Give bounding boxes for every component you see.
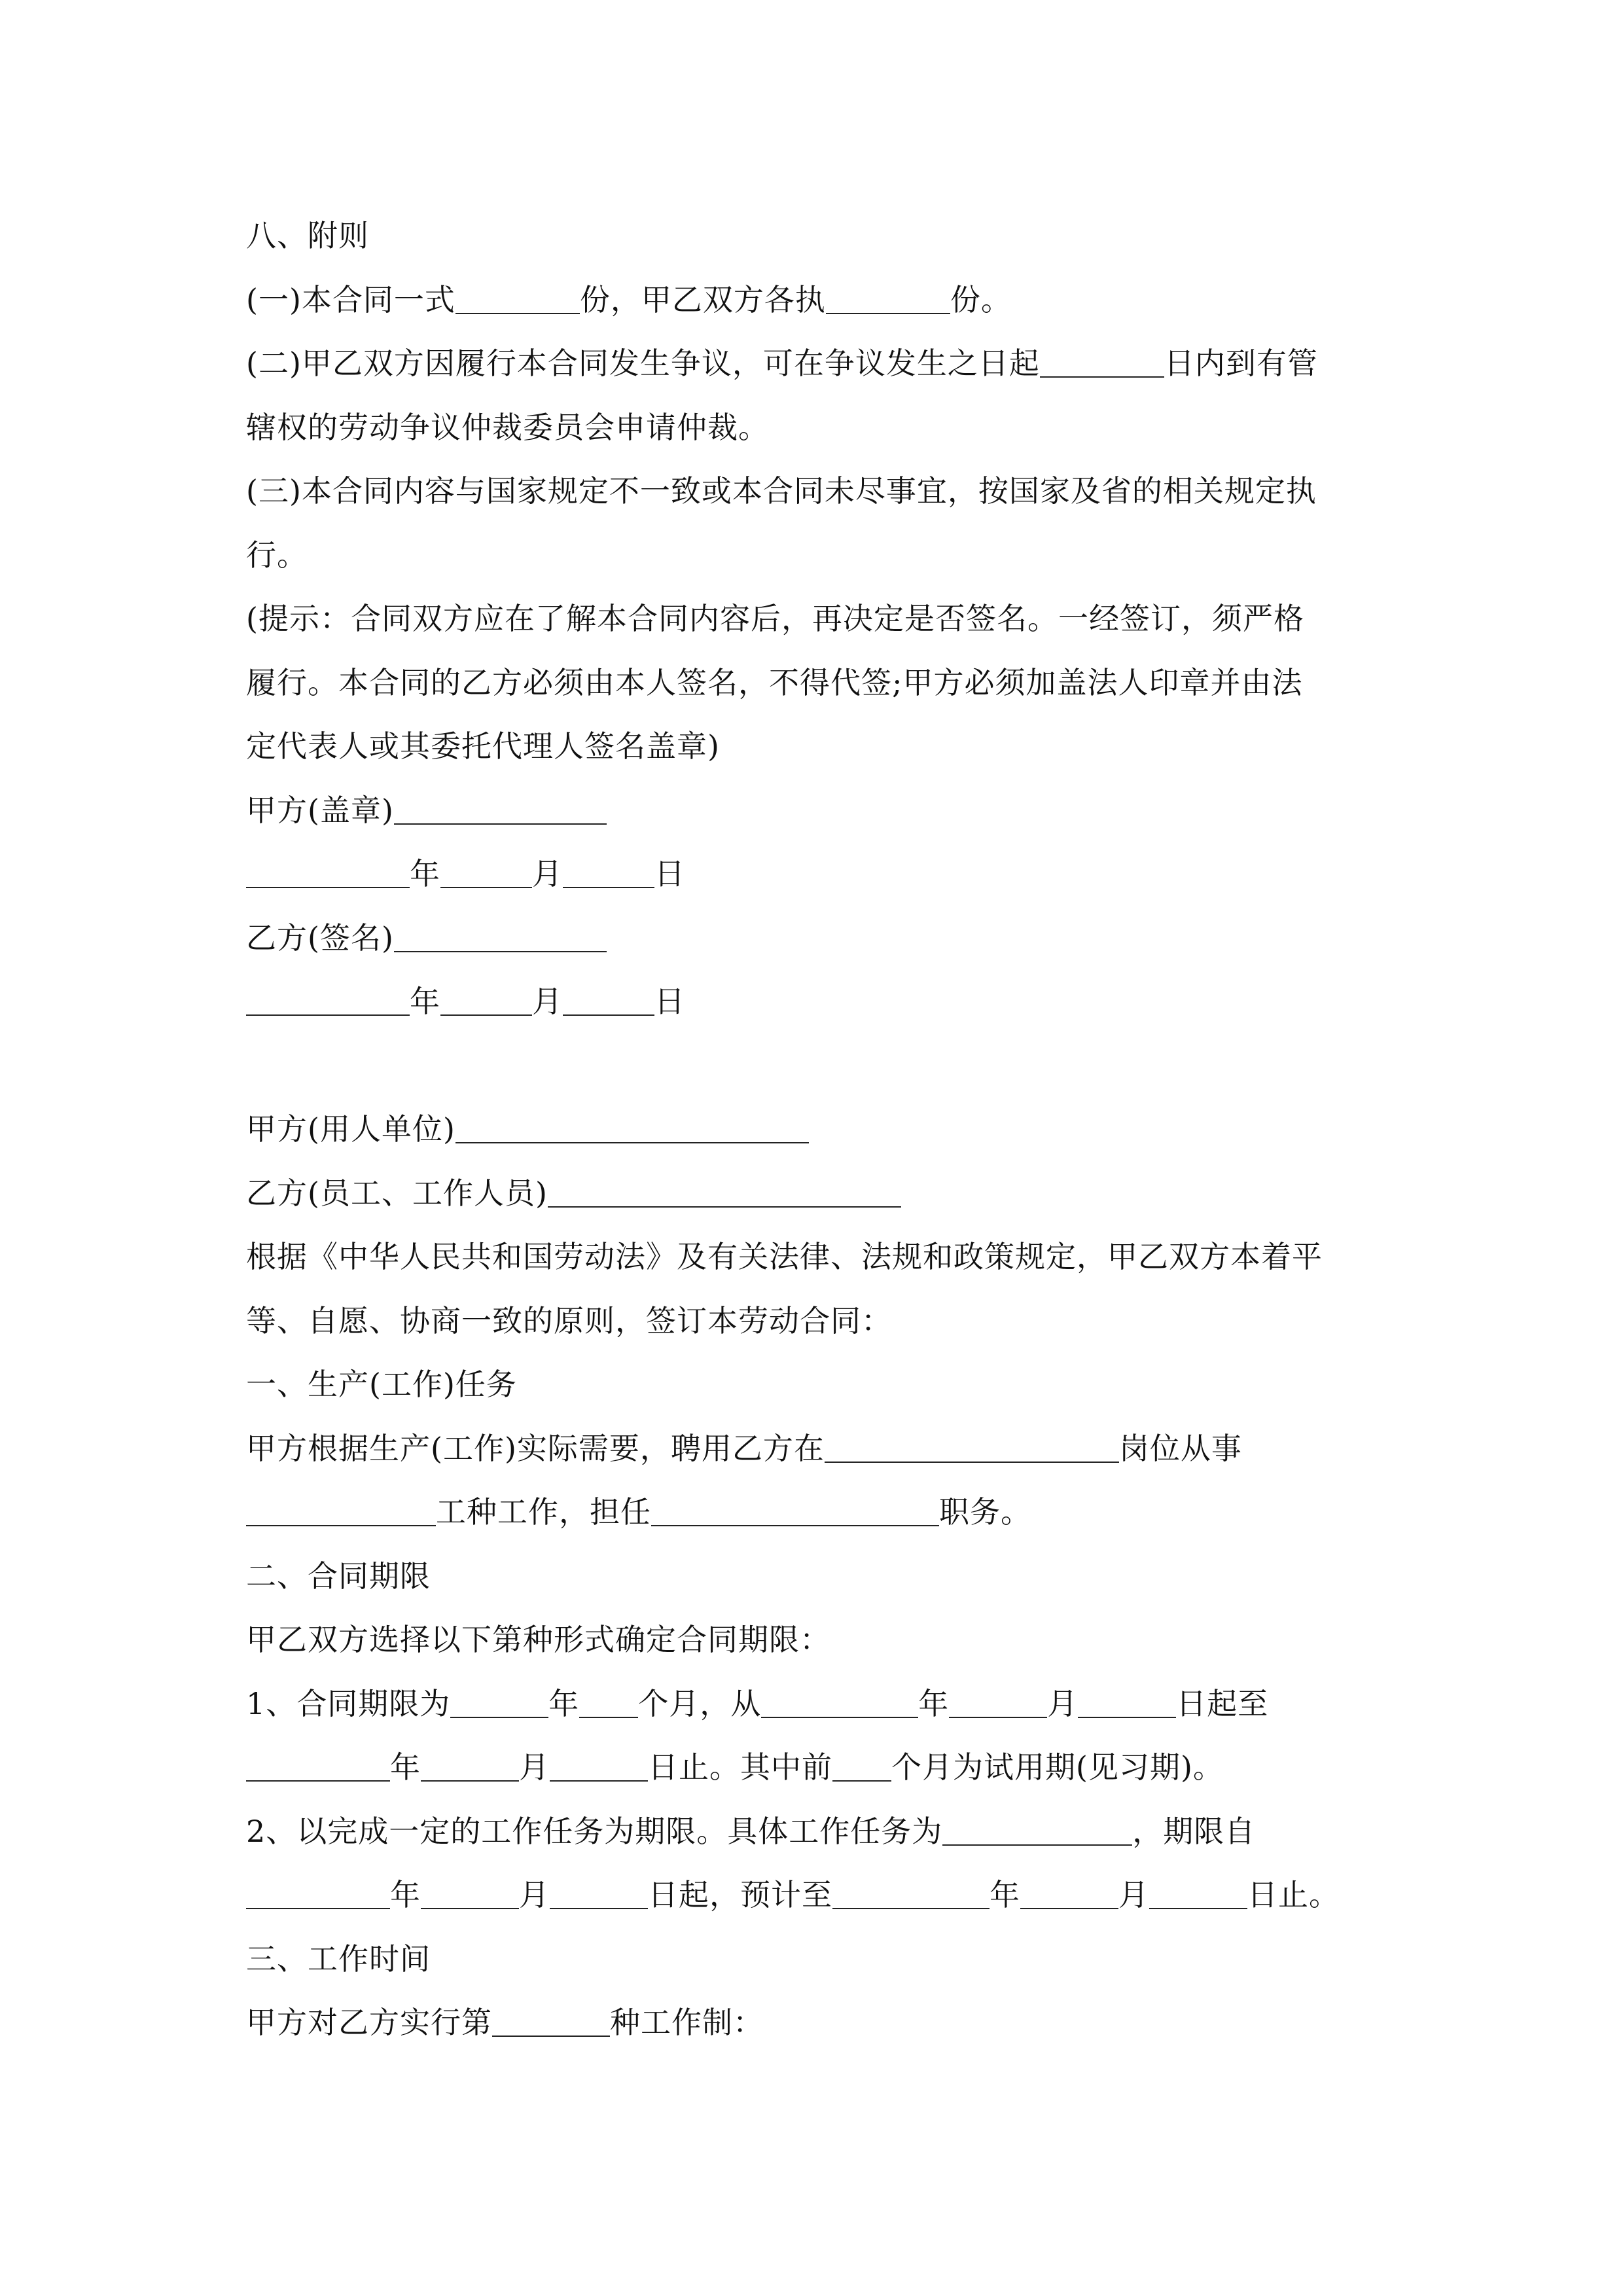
position-blank[interactable] — [651, 1495, 939, 1526]
end-day-blank[interactable] — [550, 1750, 648, 1782]
work-system-blank[interactable] — [492, 2005, 610, 2037]
employer-blank[interactable] — [455, 1112, 809, 1143]
section-3-line-1: 甲方对乙方实行第 种工作制： — [246, 2005, 764, 2040]
end-month-blank[interactable] — [421, 1750, 519, 1782]
tip-line-3: 定代表人或其委托代理人签名盖章) — [246, 728, 720, 764]
party-a-employer-line: 甲方(用人单位) — [246, 1098, 1385, 1162]
party-a-seal-line: 甲方(盖章) — [246, 779, 1385, 843]
copies-blank[interactable] — [455, 283, 580, 314]
appendix-heading: 八、附则 — [246, 218, 369, 253]
party-a-day-blank[interactable] — [563, 857, 654, 888]
party-b-sign-blank[interactable] — [394, 921, 607, 952]
start-day-blank[interactable] — [1078, 1687, 1176, 1718]
employee-blank[interactable] — [548, 1176, 901, 1208]
probation-months-blank[interactable] — [832, 1750, 891, 1782]
party-a-year-blank[interactable] — [246, 857, 410, 888]
post-blank[interactable] — [825, 1431, 1119, 1463]
party-b-month-blank[interactable] — [440, 984, 532, 1016]
option-2-line-1: 2、以完成一定的工作任务为期限。具体工作任务为 ，期限自 — [246, 1813, 1256, 1849]
section-3-heading: 三、工作时间 — [246, 1941, 431, 1977]
term-years-blank[interactable] — [450, 1687, 548, 1718]
party-a-date-line: 年 月 日 — [246, 842, 1385, 906]
section-gap — [246, 1034, 1385, 1098]
task-end-year-blank[interactable] — [832, 1878, 990, 1909]
party-b-year-blank[interactable] — [246, 984, 410, 1016]
appendix-item-1: (一)本合同一式 份，甲乙双方各执 份。 — [246, 281, 1012, 317]
start-year-blank[interactable] — [761, 1687, 918, 1718]
task-start-year-blank[interactable] — [246, 1878, 390, 1909]
party-b-date-line: 年 月 日 — [246, 970, 1385, 1034]
tip-line-1: (提示：合同双方应在了解本合同内容后，再决定是否签名。一经签订，须严格 — [246, 601, 1304, 636]
term-months-blank[interactable] — [579, 1687, 638, 1718]
task-blank[interactable] — [942, 1814, 1132, 1846]
appendix-item-3-line-2: 行。 — [246, 537, 308, 573]
task-end-month-blank[interactable] — [1020, 1878, 1118, 1909]
preamble-line-2: 等、自愿、协商一致的原则，签订本劳动合同： — [246, 1302, 892, 1338]
option-1-line-2: 年 月 日止。其中前 个月为试用期(见习期)。 — [246, 1736, 1385, 1800]
section-1-line-2: 工种工作，担任 职务。 — [246, 1480, 1385, 1545]
task-start-day-blank[interactable] — [550, 1878, 648, 1909]
end-year-blank[interactable] — [246, 1750, 390, 1782]
section-1-heading: 一、生产(工作)任务 — [246, 1367, 517, 1402]
party-b-employee-line: 乙方(员工、工作人员) — [246, 1162, 1385, 1226]
dispute-days-blank[interactable] — [1040, 346, 1164, 378]
job-type-blank[interactable] — [246, 1495, 436, 1526]
preamble-line-1: 根据《中华人民共和国劳动法》及有关法律、法规和政策规定，甲乙双方本着平 — [246, 1239, 1323, 1274]
appendix-item-2-line-2: 辖权的劳动争议仲裁委员会申请仲裁。 — [246, 409, 769, 445]
option-2-line-2: 年 月 日起，预计至 年 月 日止。 — [246, 1863, 1385, 1928]
option-1-line-1: 1、合同期限为 年 个月，从 年 月 日起至 — [246, 1685, 1269, 1721]
document-body — [246, 204, 1385, 2055]
party-a-month-blank[interactable] — [440, 857, 532, 888]
task-end-day-blank[interactable] — [1149, 1878, 1247, 1909]
tip-line-2: 履行。本合同的乙方必须由本人签名，不得代签;甲方必须加盖法人印章并由法 — [246, 664, 1303, 700]
section-2-heading: 二、合同期限 — [246, 1558, 431, 1594]
section-1-line-1: 甲方根据生产(工作)实际需要，聘用乙方在 岗位从事 — [246, 1430, 1242, 1466]
task-start-month-blank[interactable] — [421, 1878, 519, 1909]
appendix-item-3-line-1: (三)本合同内容与国家规定不一致或本合同未尽事宜，按国家及省的相关规定执 — [246, 473, 1317, 509]
party-b-day-blank[interactable] — [563, 984, 654, 1016]
start-month-blank[interactable] — [949, 1687, 1047, 1718]
section-2-intro: 甲乙双方选择以下第种形式确定合同期限： — [246, 1622, 830, 1657]
party-a-seal-blank[interactable] — [394, 793, 607, 825]
party-b-sign-line: 乙方(签名) — [246, 906, 1385, 971]
appendix-item-2-line-1: (二)甲乙双方因履行本合同发生争议，可在争议发生之日起 日内到有管 — [246, 346, 1318, 381]
copies-each-blank[interactable] — [826, 283, 950, 314]
